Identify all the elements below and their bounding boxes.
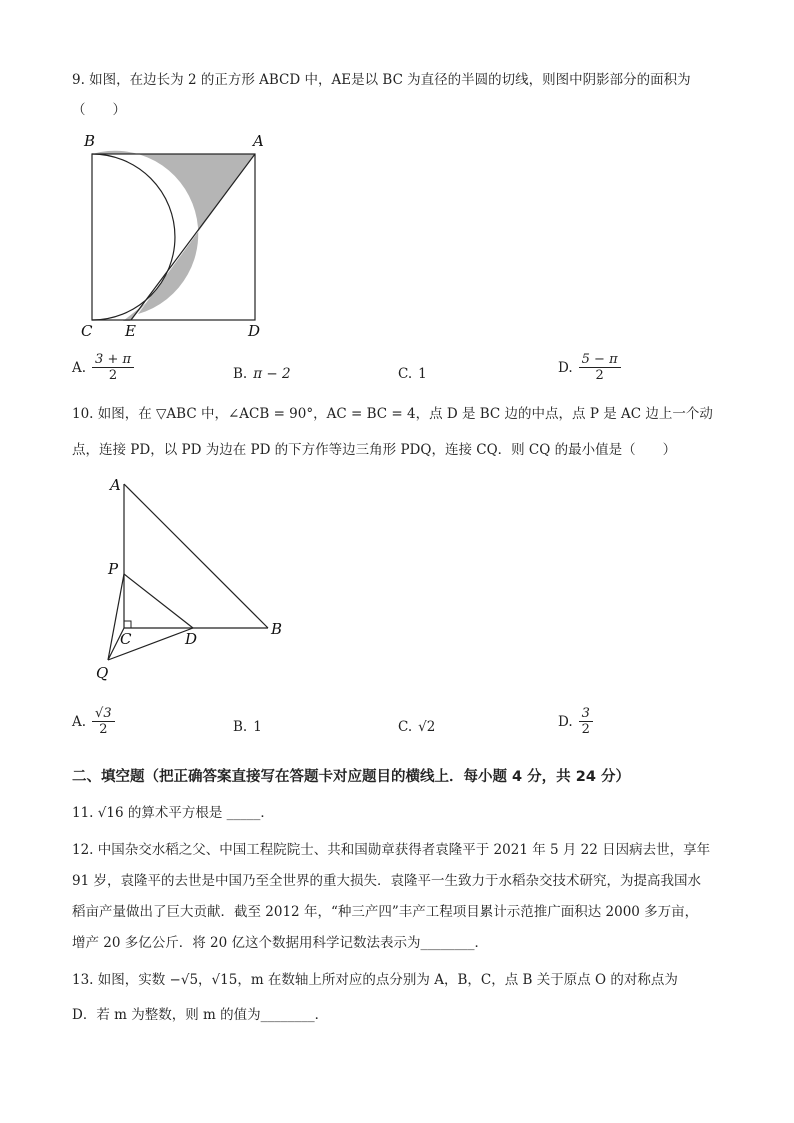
q9-shaded-region — [92, 151, 255, 314]
q10-side-AB — [124, 484, 268, 628]
q10-label-C: C — [120, 630, 132, 648]
q9-label-B: B — [84, 132, 96, 150]
q9-label-D: D — [248, 322, 261, 340]
q10-option-a-den: 2 — [99, 722, 108, 737]
q9-answer-paren: （ ） — [72, 102, 126, 118]
q10-label-P: P — [108, 560, 119, 578]
q9-option-b[interactable] — [233, 366, 291, 382]
q9-option-b-text: π − 2 — [253, 366, 291, 382]
q10-option-d-den: 2 — [581, 722, 590, 737]
q10-option-d-num: 3 — [579, 706, 593, 722]
q9-stem: 9. 如图，在边长为 2 的正方形 ABCD 中，AE是以 BC 为直径的半圆的切线，则图中阴影部分的面积为 — [72, 72, 691, 88]
q10-option-a[interactable] — [72, 706, 115, 737]
q10-stem-line2: 点，连接 PD，以 PD 为边在 PD 的下方作等边三角形 PDQ，连接 CQ．则 CQ 的最小值是（ ） — [72, 442, 677, 458]
q12-line4: 增产 20 多亿公斤．将 20 亿这个数据用科学记数法表示为________． — [72, 935, 489, 951]
q9-label-C: C — [81, 322, 93, 340]
q9-option-d-key: D. — [558, 359, 573, 376]
q9-option-c[interactable] — [398, 366, 427, 382]
q12-line3: 稻亩产量做出了巨大贡献．截至 2012 年，“种三产四”丰产工程项目累计示范推广面积达 2000 多万亩， — [72, 904, 699, 920]
q10-option-b-text: 1 — [253, 719, 262, 735]
q9-option-c-key: C. — [398, 366, 413, 382]
q10-option-b-key: B. — [233, 719, 248, 735]
q9-option-a-den: 2 — [108, 368, 118, 383]
q9-option-a[interactable] — [72, 352, 134, 383]
q10-option-b[interactable] — [233, 719, 262, 735]
q9-option-d-num: 5 − π — [579, 352, 621, 368]
q10-option-a-num: √3 — [92, 706, 115, 722]
q10-label-B: B — [271, 620, 283, 638]
q10-label-A: A — [110, 476, 121, 494]
q10-option-c-key: C. — [398, 719, 413, 735]
q10-option-c[interactable] — [398, 719, 435, 735]
q10-option-d-key: D. — [558, 713, 573, 730]
q9-option-c-text: 1 — [418, 366, 427, 382]
q10-option-d[interactable] — [558, 706, 593, 737]
q10-segment-PD — [124, 574, 193, 628]
q9-label-A: A — [253, 132, 264, 150]
section-2-heading: 二、填空题（把正确答案直接写在答题卡对应题目的横线上．每小题 4 分，共 24 分） — [72, 769, 630, 785]
q11-stem: 11. √16 的算术平方根是 _____． — [72, 805, 274, 821]
q10-figure — [90, 470, 290, 685]
q10-stem-line1: 10. 如图，在 ▽ABC 中，∠ACB = 90°，AC = BC = 4，点 D 是 BC 边的中点，点 P 是 AC 边上一个动 — [72, 406, 713, 422]
q12-line1: 12. 中国杂交水稻之父、中国工程院院士、共和国勋章获得者袁隆平于 2021 年 5 月 22 日因病去世，享年 — [72, 842, 711, 858]
q9-option-d[interactable] — [558, 352, 621, 383]
q10-label-Q: Q — [96, 664, 109, 682]
q9-label-E: E — [125, 322, 136, 340]
q10-label-D: D — [185, 630, 198, 648]
q10-option-c-text: √2 — [418, 719, 436, 735]
q12-line2: 91 岁，袁隆平的去世是中国乃至全世界的重大损失．袁隆平一生致力于水稻杂交技术研究，为提高我国水 — [72, 873, 701, 889]
q13-line2: D．若 m 为整数，则 m 的值为________． — [72, 1007, 329, 1023]
q9-option-d-den: 2 — [595, 368, 604, 383]
q13-line1: 13. 如图，实数 −√5，√15，m 在数轴上所对应的点分别为 A，B，C，点 B 关于原点 O 的对称点为 — [72, 972, 678, 988]
q9-option-b-key: B. — [233, 366, 248, 382]
q10-right-angle-mark — [124, 621, 131, 628]
q9-figure — [78, 130, 278, 345]
q9-option-a-key: A. — [72, 359, 87, 376]
q9-option-a-num: 3 + π — [92, 352, 134, 368]
q10-option-a-key: A. — [72, 713, 87, 730]
